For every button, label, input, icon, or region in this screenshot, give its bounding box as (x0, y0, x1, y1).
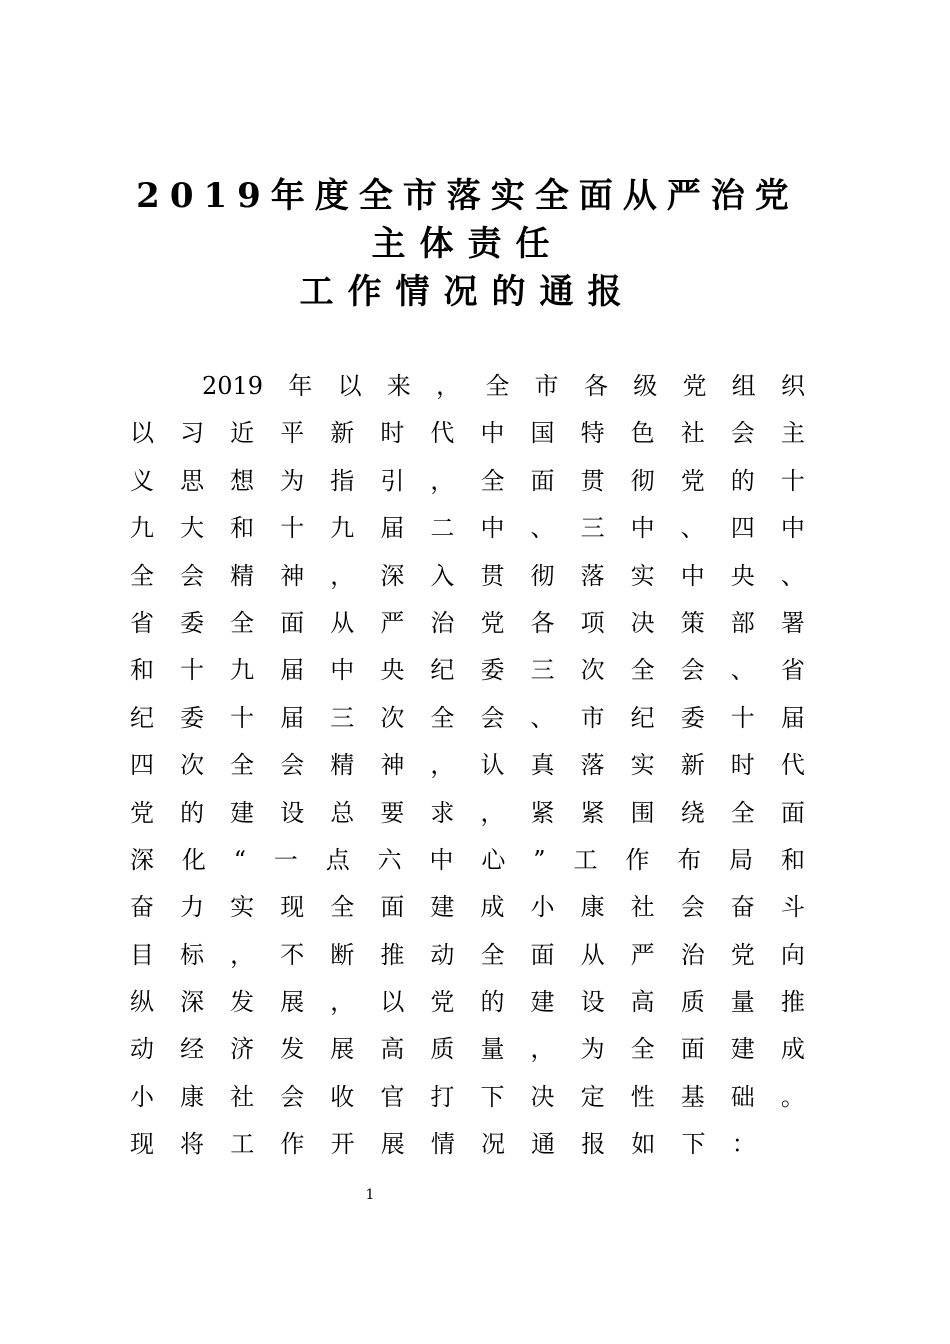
paragraph-line: 义 思 想 为 指 引 ， 全 面 贯 彻 党 的 十 (130, 466, 805, 495)
page-number: 1 (365, 1187, 375, 1203)
paragraph-line: 深 化 “ 一 点 六 中 心 ” 工 作 布 局 和 (130, 845, 805, 874)
document-body-paragraph (130, 363, 805, 1169)
paragraph-line: 省 委 全 面 从 严 治 党 各 项 决 策 部 署 (130, 608, 805, 637)
paragraph-line: 奋 力 实 现 全 面 建 成 小 康 社 会 奋 斗 (130, 893, 805, 922)
paragraph-line: 动 经 济 发 展 高 质 量 ， 为 全 面 建 成 (130, 1035, 805, 1064)
paragraph-line: 现 将 工 作 开 展 情 况 通 报 如 下 ： (130, 1130, 756, 1159)
document-title-line-1: 2019年度全市落实全面从严治党 (136, 176, 799, 216)
paragraph-line: 小 康 社 会 收 官 打 下 决 定 性 基 础 。 (130, 1082, 805, 1111)
document-title-line-3: 工作情况的通报 (299, 272, 636, 312)
paragraph-line: 以 习 近 平 新 时 代 中 国 特 色 社 会 主 (130, 419, 805, 448)
paragraph-line: 2019 年 以 来 ， 全 市 各 级 党 组 织 (202, 372, 805, 400)
paragraph-line: 九 大 和 十 九 届 二 中 、 三 中 、 四 中 (130, 514, 805, 543)
paragraph-line: 纪 委 十 届 三 次 全 会 、 市 纪 委 十 届 (130, 703, 805, 732)
document-title-line-2: 主体责任 (371, 224, 564, 264)
paragraph-line: 全 会 精 神 ， 深 入 贯 彻 落 实 中 央 、 (130, 561, 805, 590)
paragraph-line: 纵 深 发 展 ， 以 党 的 建 设 高 质 量 推 (130, 988, 805, 1017)
paragraph-line: 目 标 ， 不 断 推 动 全 面 从 严 治 党 向 (130, 940, 805, 969)
paragraph-line: 党 的 建 设 总 要 求 ， 紧 紧 围 绕 全 面 (130, 798, 805, 827)
paragraph-line: 四 次 全 会 精 神 ， 认 真 落 实 新 时 代 (130, 751, 805, 780)
paragraph-line: 和 十 九 届 中 央 纪 委 三 次 全 会 、 省 (130, 656, 805, 685)
